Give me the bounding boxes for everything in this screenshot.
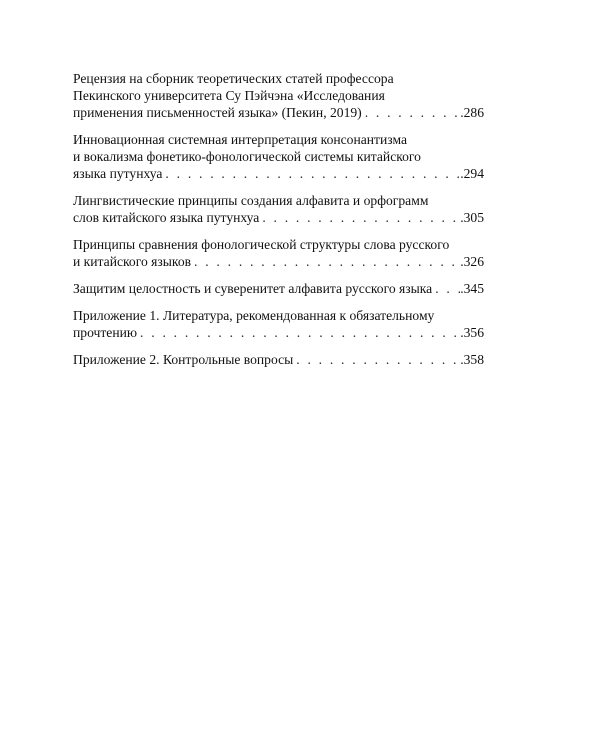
dot-leader bbox=[162, 165, 460, 182]
toc-entry-title-end: прочтению bbox=[73, 325, 138, 340]
toc-entry-comparison-principles[interactable] bbox=[73, 236, 484, 270]
toc-entry-last-line bbox=[73, 351, 484, 368]
toc-entry-review[interactable] bbox=[73, 70, 484, 121]
toc-entry-last-line bbox=[73, 280, 484, 297]
toc-page-number: .294 bbox=[460, 166, 484, 181]
toc-entry-line: Лингвистические принципы создания алфавита и орфограмм bbox=[73, 193, 429, 208]
toc-entry-line: Приложение 1. Литература, рекомендованная к обязательному bbox=[73, 308, 435, 323]
toc-entry-title-end: слов китайского языка путунхуа bbox=[73, 210, 260, 225]
toc-page-number: .305 bbox=[460, 210, 484, 225]
toc-entry-title-end: Приложение 2. Контрольные вопросы bbox=[73, 352, 294, 367]
toc-entry-line: и вокализма фонетико-фонологической системы китайского bbox=[73, 149, 421, 164]
dot-leader bbox=[191, 253, 460, 270]
toc-page-number: .356 bbox=[460, 325, 484, 340]
toc-entry-appendix-2[interactable] bbox=[73, 351, 484, 368]
toc-entry-consonantism[interactable] bbox=[73, 131, 484, 182]
dot-leader bbox=[362, 104, 461, 121]
toc-entry-title-end: применения письменностей языка» (Пекин, 2019) bbox=[73, 105, 362, 120]
toc-page-number: .358 bbox=[460, 352, 484, 367]
toc-page-number: .326 bbox=[460, 254, 484, 269]
toc-entry-title-end: языка путунхуа bbox=[73, 166, 163, 181]
toc-entry-title-end: и китайского языков bbox=[73, 254, 192, 269]
toc-entry-alphabet-principles[interactable] bbox=[73, 192, 484, 226]
toc-entry-last-line bbox=[73, 209, 484, 226]
table-of-contents bbox=[73, 70, 484, 378]
dot-leader bbox=[259, 209, 460, 226]
toc-entry-last-line bbox=[73, 253, 484, 270]
toc-entry-line: Инновационная системная интерпретация консонантизма bbox=[73, 132, 407, 147]
toc-entry-title-end: Защитим целостность и суверенитет алфавита русского языка bbox=[73, 281, 433, 296]
toc-page-number: .286 bbox=[460, 105, 484, 120]
dot-leader bbox=[137, 324, 460, 341]
toc-entry-last-line bbox=[73, 165, 484, 182]
toc-entry-defend-alphabet[interactable] bbox=[73, 280, 484, 297]
toc-entry-appendix-1[interactable] bbox=[73, 307, 484, 341]
toc-entry-last-line bbox=[73, 324, 484, 341]
toc-entry-line: Принципы сравнения фонологической структуры слова русского bbox=[73, 237, 450, 252]
toc-page-number: .345 bbox=[460, 281, 484, 296]
toc-entry-line: Рецензия на сборник теоретических статей профессора bbox=[73, 71, 394, 86]
toc-entry-line: Пекинского университета Су Пэйчэна «Исследования bbox=[73, 88, 385, 103]
dot-leader bbox=[293, 351, 460, 368]
toc-entry-last-line bbox=[73, 104, 484, 121]
dot-leader bbox=[432, 280, 460, 297]
